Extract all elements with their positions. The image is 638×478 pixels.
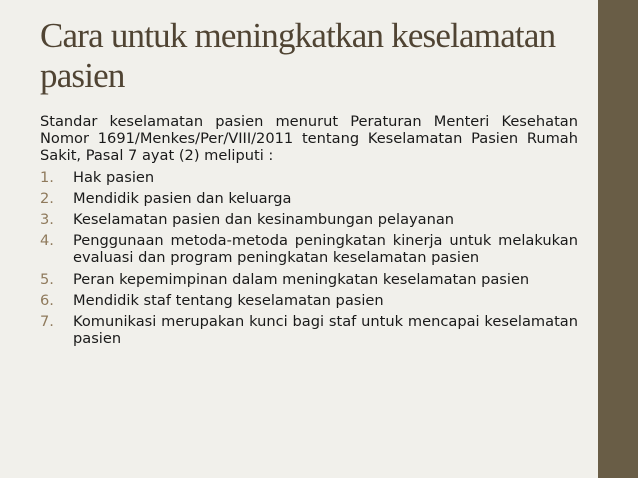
intro-paragraph: Standar keselamatan pasien menurut Peraturan Menteri Kesehatan Nomor 1691/Menkes/Per/VIII/2011 tentang Keselamatan Pasien Rumah Sakit, Pasal 7 ayat (2) meliputi : [40,113,578,165]
list-item-number: 4. [40,232,54,250]
list-item-number: 5. [40,270,54,288]
list-item [40,190,578,207]
list-item-number: 2. [40,189,54,207]
decorative-side-bar [598,0,638,478]
list-item-text: Peran kepemimpinan dalam meningkatan keselamatan pasien [73,270,530,288]
list-item [40,169,578,186]
numbered-list [40,169,578,348]
list-item-text: Mendidik staf tentang keselamatan pasien [73,291,384,309]
list-item [40,271,578,288]
slide-title: Cara untuk meningkatkan keselamatan pasien [40,16,556,95]
list-item-text: Hak pasien [73,168,155,186]
list-item-text: Keselamatan pasien dan kesinambungan pelayanan [73,211,455,229]
list-item-text: Komunikasi merupakan kunci bagi staf untuk mencapai keselamatan pasien [73,313,578,348]
slide-content [40,113,578,347]
list-item [40,211,578,228]
list-item-number: 1. [40,168,54,186]
list-item [40,313,578,347]
list-item-number: 7. [40,313,54,331]
list-item [40,232,578,266]
list-item-number: 3. [40,211,54,229]
list-item-number: 6. [40,291,54,309]
list-item [40,292,578,309]
list-item-text: Penggunaan metoda-metoda peningkatan kinerja untuk melakukan evaluasi dan program peningkatan keselamatan pasien [73,232,578,267]
list-item-text: Mendidik pasien dan keluarga [73,189,292,207]
